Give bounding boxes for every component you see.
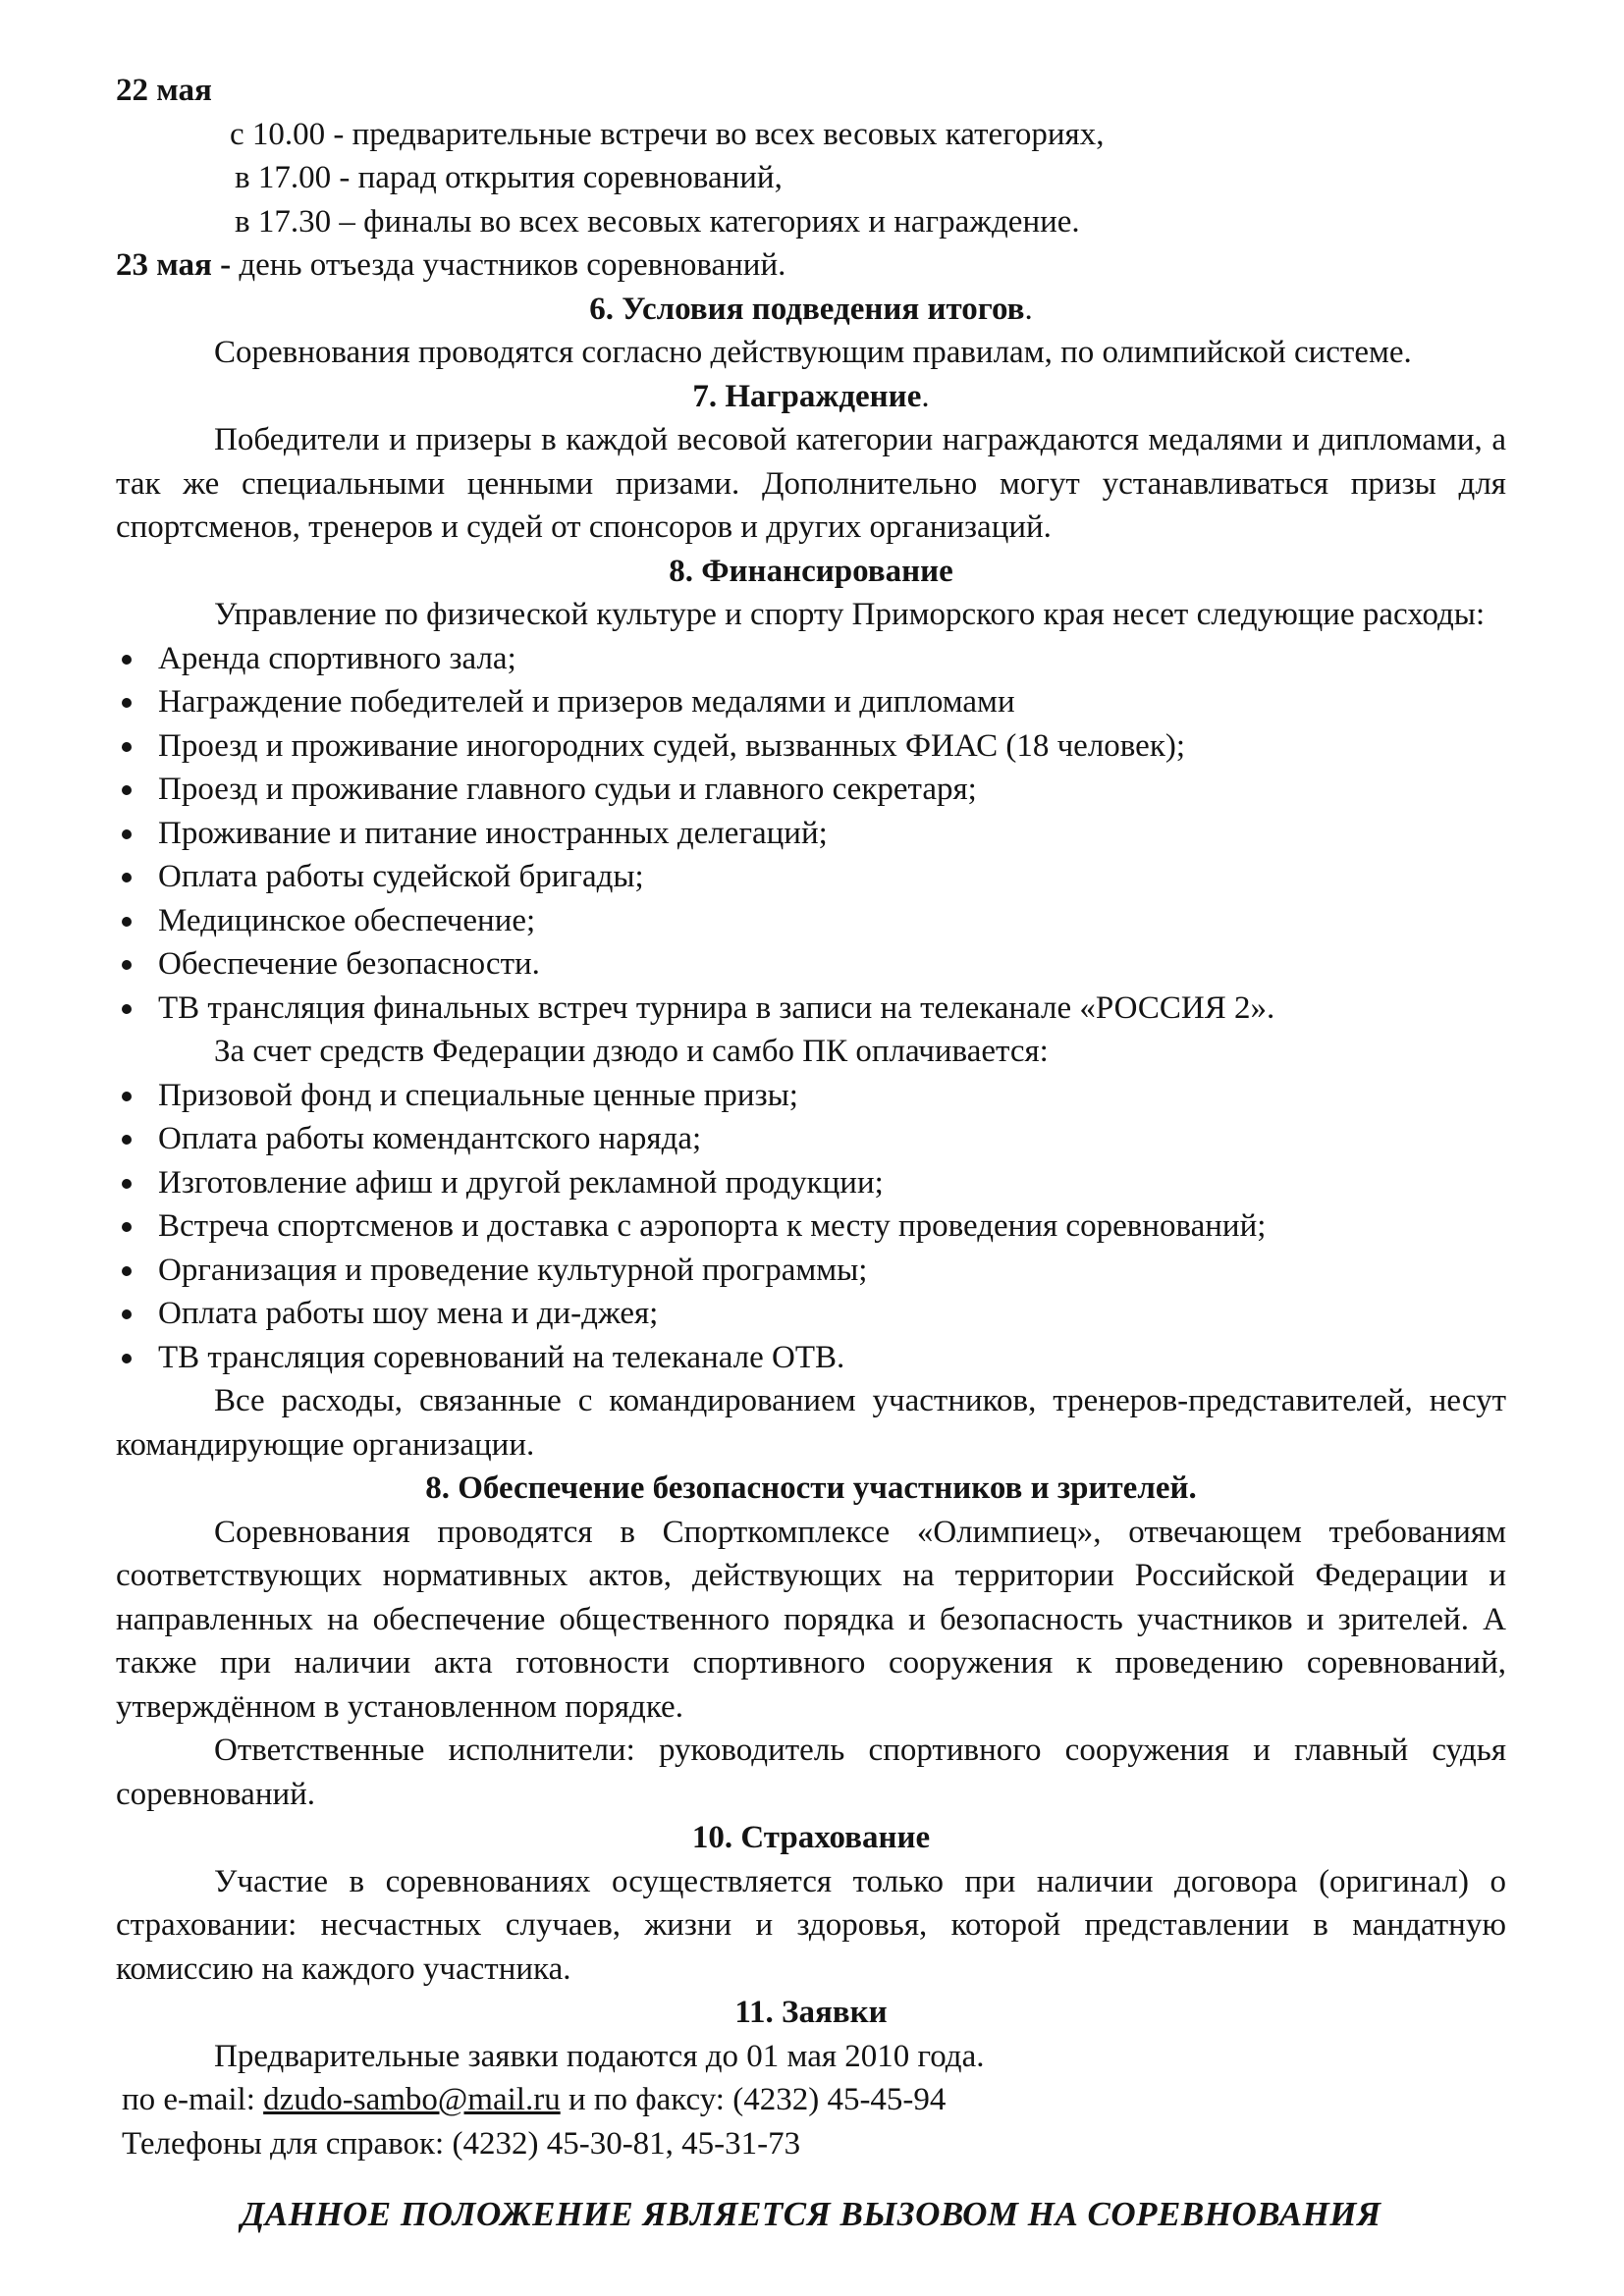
list-item: Медицинское обеспечение; (116, 899, 1506, 943)
schedule-day-22: 22 мая (116, 73, 212, 108)
schedule-item: с 10.00 - предварительные встречи во всех весовых категориях, (230, 116, 1105, 152)
schedule-item: в 17.00 - парад открытия соревнований, (235, 160, 783, 195)
section-11-title: 11. Заявки (734, 1995, 888, 2030)
applications-deadline: Предварительные заявки подаются до 01 мая 2010 года. (214, 2038, 985, 2074)
list-item: Проживание и питание иностранных делегаций; (116, 812, 1506, 856)
section-10-title: 10. Страхование (691, 1820, 931, 1855)
schedule-block (116, 69, 1506, 288)
section-8-title: 8. Финансирование (669, 553, 953, 589)
section-8-intro2: За счет средств Федерации дзюдо и самбо ПК оплачивается: (214, 1034, 1049, 1069)
footer-call-notice: ДАННОЕ ПОЛОЖЕНИЕ ЯВЛЯЕТСЯ ВЫЗОВОМ НА СОРЕВНОВАНИЯ (241, 2195, 1381, 2233)
list-item: Обеспечение безопасности. (116, 942, 1506, 987)
contact-phones: Телефоны для справок: (4232) 45-30-81, 45-31-73 (122, 2125, 801, 2162)
list-item: ТВ трансляция соревнований на телеканале ОТВ. (116, 1336, 1506, 1380)
section-10-text: Участие в соревнованиях осуществляется только при наличии договора (оригинал) о страховании: несчастных случаев, жизни и здоровья, которой представлении в мандатную комиссию на каждого участника. (116, 1863, 1506, 1987)
email-link[interactable]: dzudo-sambo@mail.ru (263, 2082, 561, 2117)
list-item: Изготовление афиш и другой рекламной продукции; (116, 1161, 1506, 1205)
fax-text: и по факсу: (4232) 45-45-94 (560, 2082, 947, 2117)
contact-email-fax: по e-mail: dzudo-sambo@mail.ru и по факсу: (4232) 45-45-94 (122, 2082, 947, 2117)
schedule-day-23-line (116, 243, 1506, 288)
section-6-text: Соревнования проводятся согласно действующим правилам, по олимпийской системе. (214, 335, 1412, 370)
list-item: Оплата работы судейской бригады; (116, 855, 1506, 899)
list-item: Призовой фонд и специальные ценные призы; (116, 1074, 1506, 1118)
section-7-title: 7. Награждение. (692, 378, 930, 414)
list-item: Проезд и проживание иногородних судей, вызванных ФИАС (18 человек); (116, 724, 1506, 769)
list-item: Награждение победителей и призеров медалями и дипломами (116, 680, 1506, 724)
section-safety-text: Соревнования проводятся в Спорткомплексе «Олимпиец», отвечающем требованиям соответствующих нормативных актов, действующих на территории Российской Федерации и направленных на обеспечение общественного порядка и безопасность участников и зрителей. А также при наличии акта готовности спортивного сооружения к проведению соревнований, утверждённом в установленном порядке. (116, 1514, 1506, 1725)
section-7-text: Победители и призеры в каждой весовой категории награждаются медалями и дипломами, а так же специальными ценными призами. Дополнительно могут устанавливаться призы для спортсменов, тренеров и судей от спонсоров и других организаций. (116, 422, 1506, 545)
section-safety-responsible: Ответственные исполнители: руководитель спортивного сооружения и главный судья соревнований. (116, 1733, 1506, 1812)
section-safety-title: 8. Обеспечение безопасности участников и зрителей. (425, 1470, 1197, 1506)
list-item: Организация и проведение культурной программы; (116, 1249, 1506, 1293)
list-item: Оплата работы комендантского наряда; (116, 1117, 1506, 1161)
list-item: ТВ трансляция финальных встреч турнира в записи на телеканале «РОССИЯ 2». (116, 987, 1506, 1031)
section-8-intro: Управление по физической культуре и спорту Приморского края несет следующие расходы: (214, 597, 1486, 632)
section-8-closing: Все расходы, связанные с командированием участников, тренеров-представителей, несут командирующие организации. (116, 1383, 1506, 1463)
schedule-day-23: 23 мая - (116, 247, 232, 283)
list-item: Проезд и проживание главного судьи и главного секретаря; (116, 768, 1506, 812)
schedule-item: в 17.30 – финалы во всех весовых категориях и награждение. (235, 203, 1080, 240)
schedule-day-23-text: день отъезда участников соревнований. (231, 247, 786, 283)
section-6-title: 6. Условия подведения итогов. (589, 291, 1033, 327)
expense-list-federation (116, 1074, 1506, 1380)
list-item: Встреча спортсменов и доставка с аэропорта к месту проведения соревнований; (116, 1204, 1506, 1249)
list-item: Аренда спортивного зала; (116, 637, 1506, 681)
list-item: Оплата работы шоу мена и ди-джея; (116, 1292, 1506, 1336)
expense-list-region (116, 637, 1506, 1031)
